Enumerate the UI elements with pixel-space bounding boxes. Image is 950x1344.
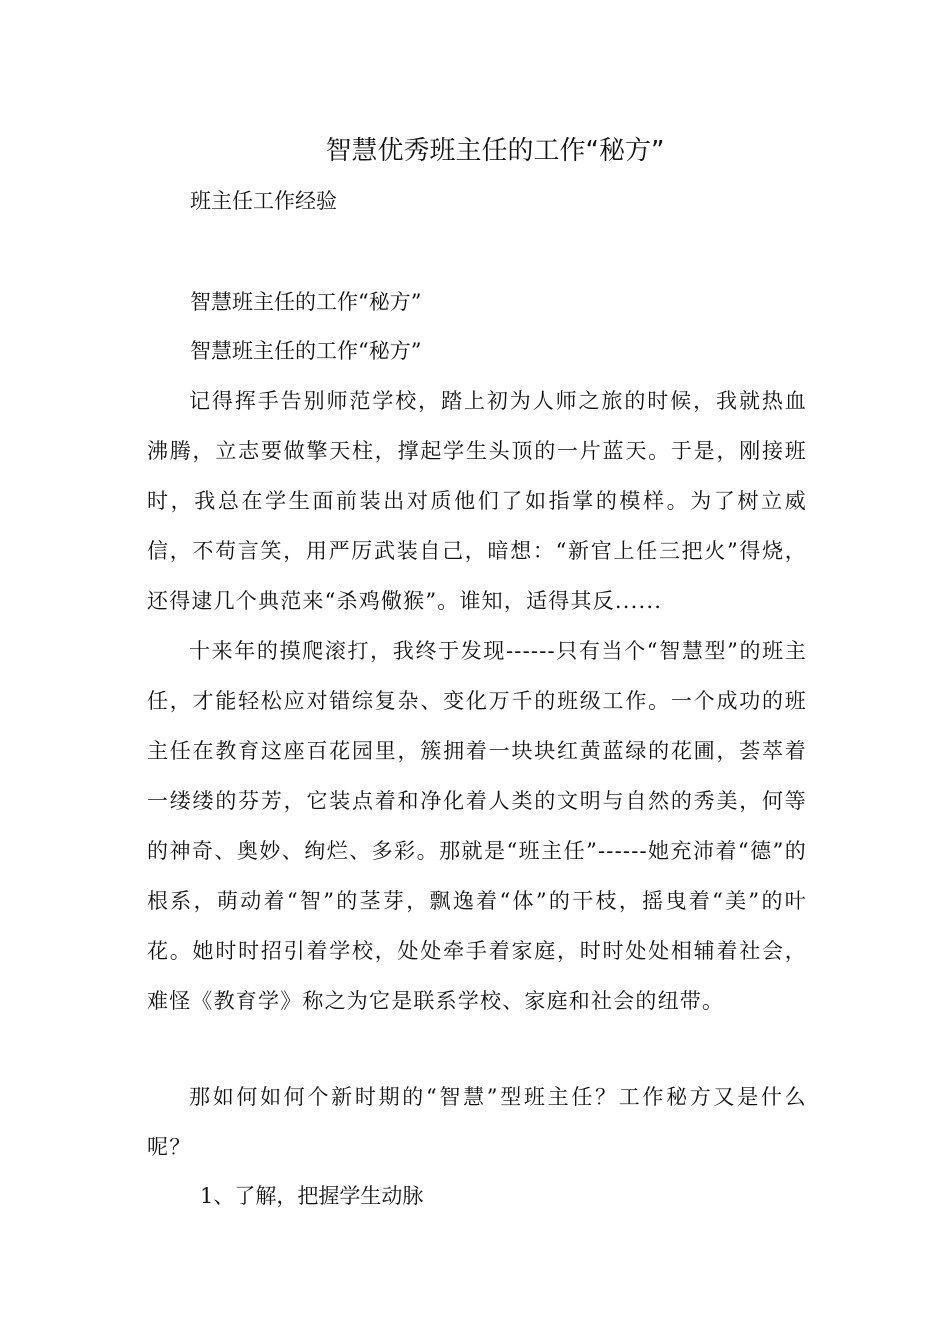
- document-subtitle: 班主任工作经验: [190, 189, 337, 213]
- section-item: 1、了解，把握学生动脉: [200, 1184, 424, 1208]
- section-heading: 智慧班主任的工作“秘方”: [190, 339, 422, 363]
- body-paragraph: 那如何如何个新时期的“智慧”型班主任？工作秘方又是什么呢？: [147, 1085, 807, 1159]
- body-paragraph: 记得挥手告别师范学校，踏上初为人师之旅的时候，我就热血沸腾，立志要做擎天柱，撑起学生头顶的一片蓝天。于是，刚接班时，我总在学生面前装出对质他们了如指掌的模样。为了树立威信，不苟言笑，用严厉武装自己，暗想：“新官上任三把火”得烧，还得逮几个典范来“杀鸡儆猴”。谁知，适得其反......: [147, 389, 807, 613]
- body-paragraph: 十来年的摸爬滚打，我终于发现------只有当个“智慧型”的班主任，才能轻松应对错综复杂、变化万千的班级工作。一个成功的班主任在教育这座百花园里，簇拥着一块块红黄蓝绿的花圃，荟萃着一缕缕的芬芳，它装点着和净化着人类的文明与自然的秀美，何等的神奇、奥妙、绚烂、多彩。那就是“班主任”------她充沛着“德”的根系，萌动着“智”的茎芽，飘逸着“体”的干枝，摇曳着“美”的叶花。她时时招引着学校，处处牵手着家庭，时时处处相辅着社会，难怪《教育学》称之为它是联系学校、家庭和社会的纽带。: [147, 639, 807, 1013]
- section-heading: 智慧班主任的工作“秘方”: [190, 290, 422, 314]
- document-title: 智慧优秀班主任的工作“秘方”: [325, 136, 665, 166]
